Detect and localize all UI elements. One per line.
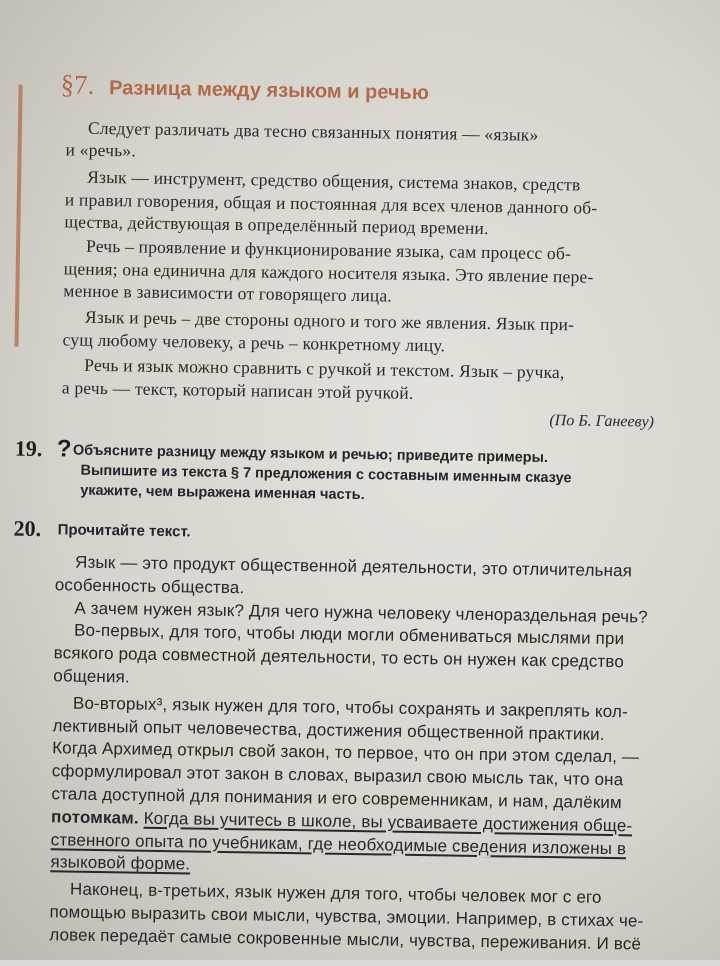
theory-paragraph-4-cont <box>62 328 445 356</box>
section-margin-rule <box>15 85 23 347</box>
theory-paragraph-5-cont <box>62 376 414 404</box>
exercise-20-text <box>49 551 649 956</box>
text-line: общения. <box>53 666 130 687</box>
exercise-20-task: Прочитайте текст. <box>57 521 191 541</box>
text-line: и правил говорения, общая и постоянная для всех членов данного об- <box>64 189 598 218</box>
text-line: А зачем нужен язык? Для чего нужна человеку членораздельная речь? <box>74 598 648 627</box>
text-line: особенность общества. <box>54 575 245 598</box>
text-line: Во-вторых³, язык нужен для того, чтобы сохранять и закреплять кол- <box>72 693 629 722</box>
exercise-19-number: 19. <box>14 435 43 462</box>
text-line: сформулировал этот закон в словах, выразил свою мысль так, что она <box>51 761 624 790</box>
theory-paragraph-1 <box>88 117 539 146</box>
section-number: §7. <box>60 69 95 100</box>
text-line: Когда Архимед открыл свой закон, то первое, что он при этом сделал, — <box>52 738 640 767</box>
text-line: Язык и речь – две стороны одного и того же явления. Язык при- <box>84 306 575 335</box>
text-line: Во-первых, для того, чтобы люди могли обмениваться мыслями при <box>73 620 625 649</box>
text-line: Наконец, в-третьих, язык нужен для того, чтобы человек мог с его <box>69 879 602 908</box>
text-line: стала доступной для понимания и его современникам, и нам, далёким <box>51 784 623 813</box>
text-line: Речь и язык можно сравнить с ручкой и текстом. Язык – ручка, <box>84 354 565 383</box>
attribution: (По Б. Ганееву) <box>549 412 655 431</box>
question-icon: ? <box>56 435 72 463</box>
exercise-19-task-1: Объясните разницу между языком и речью; приведите примеры. <box>72 442 549 467</box>
text-line: Язык — это продукт общественной деятельности, это отличительная <box>74 552 633 581</box>
text-line: помощью выразить свои мысли, чувства, эмоции. Например, в стихах че- <box>49 902 644 931</box>
text-line: Следует различать два тесно связанных понятия — «язык» <box>87 117 539 145</box>
text-line: щения; она единична для каждого носителя языка. Это явление пере- <box>63 258 594 287</box>
theory-paragraph-2-cont <box>64 188 597 240</box>
section-title: Разница между языком и речью <box>108 77 430 105</box>
underlined-text: языковой форме. <box>50 852 191 874</box>
text-line: всякого рода совместной деятельности, то есть он нужен как средство <box>53 643 625 672</box>
exercise-20-number: 20. <box>13 515 42 542</box>
text-line: Язык — инструмент, средство общения, система знаков, средств <box>87 166 581 195</box>
text-line: щества, действующая в определённый период времени. <box>64 211 489 239</box>
text-line: ловек передаёт самые сокровенные мысли, чувства, переживания. И всё <box>49 924 642 954</box>
text-line: лективный опыт человечества, достижения общественной практики. <box>52 715 605 744</box>
text-line: сущ любому человеку, а речь – конкретному лицу. <box>62 329 446 356</box>
exercise-19-task-2: Выпишите из текста § 7 предложения с составным именным сказуе <box>80 462 572 487</box>
theory-paragraph-1-cont <box>65 138 136 161</box>
underlined-text: Когда вы учитесь в школе, вы усваиваете достижения обще- <box>143 808 633 836</box>
section-heading <box>60 69 429 106</box>
theory-paragraph-3-cont <box>63 257 593 309</box>
underlined-text: ственного опыта по учебникам, где необходимые сведения изложены в <box>50 829 627 858</box>
exercise-19-task-3: укажите, чем выражена именная часть. <box>80 482 365 504</box>
text-line: менное в зависимости от говорящего лица. <box>63 280 393 306</box>
bold-word: потомкам. <box>50 807 139 828</box>
text-line: а речь — текст, который написан этой ручкой. <box>61 377 414 403</box>
text-line: и «речь». <box>65 139 137 161</box>
text-line: Речь – проявление и функционирование языка, сам процесс об- <box>85 235 572 264</box>
